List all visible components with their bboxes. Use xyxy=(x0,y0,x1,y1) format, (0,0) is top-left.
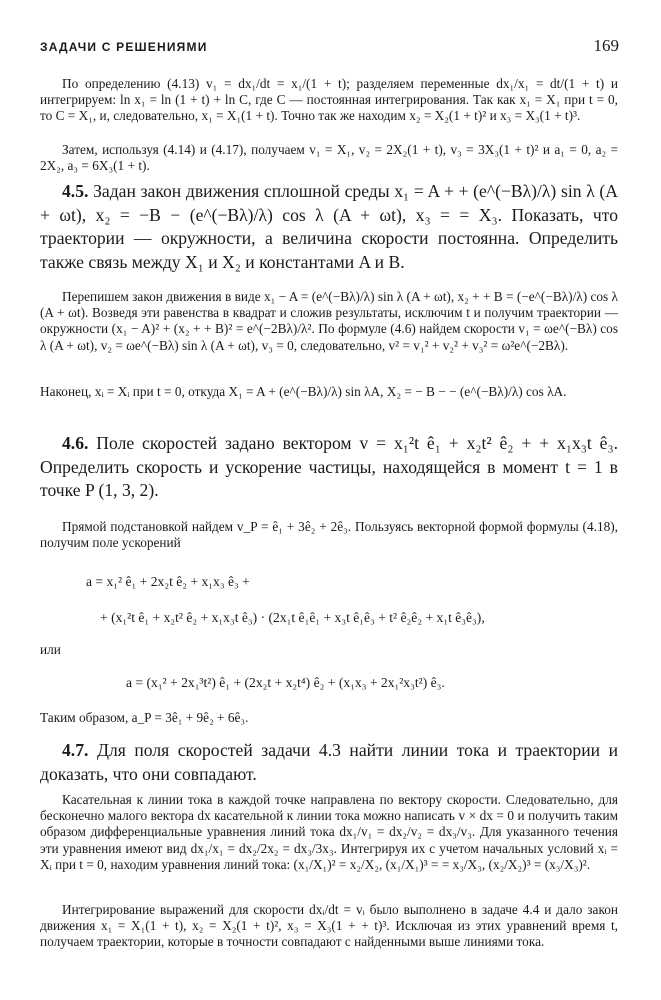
solution-4-5-paragraph-2: Наконец, xᵢ = Xᵢ при t = 0, откуда X₁ = A + (e^(−Bλ)/λ) sin λA, X₂ = − B − − (e^(−Bλ)/λ) cos λA. xyxy=(40,384,567,399)
solution-4-6-result: Таким образом, a_P = 3ê₁ + 9ê₂ + 6ê₃. xyxy=(40,710,249,725)
problem-number: 4.5. xyxy=(62,181,89,201)
running-header xyxy=(40,36,621,56)
problem-text: Поле скоростей задано вектором v = x₁²t ê₁ + x₂t² ê₂ + + x₁x₃t ê₃. Определить скорость и ускорение частицы, находящейся в момент t = 1 в точке P (1, 3, 2). xyxy=(40,433,619,500)
acceleration-formula-line-2: + (x₁²t ê₁ + x₂t² ê₂ + x₁x₃t ê₃) · (2x₁t ê₁ê₁ + x₃t ê₁ê₃ + t² ê₂ê₂ + x₁t ê₃ê₃), xyxy=(100,610,485,625)
problem-text: Для поля скоростей задачи 4.3 найти линии тока и траектории и доказать, что они совпадают. xyxy=(40,740,618,784)
problem-4-7-statement xyxy=(40,739,618,786)
solution-4-7-paragraph-2: Интегрирование выражений для скорости dxᵢ/dt = vᵢ было выполнено в задаче 4.4 и дало закон движения x₁ = X₁(1 + t), x₂ = X₂(1 + t)², x₃ = X₃(1 + + t)³. Исключая из этих уравнений время t, получаем траектории, которые в точности совпадают с найденными выше линиями тока. xyxy=(40,902,618,950)
problem-number: 4.6. xyxy=(62,433,89,453)
acceleration-formula-result: a = (x₁² + 2x₁³t²) ê₁ + (2x₂t + x₂t⁴) ê₂ + (x₁x₃ + 2x₁²x₃t²) ê₃. xyxy=(126,675,445,690)
solution-4-4-paragraph-1: По определению (4.13) v₁ = dx₁/dt = x₁/(1 + t); разделяем переменные dx₁/x₁ = dt/(1 + t) и интегрируем: ln x₁ = ln (1 + t) + ln C, где C — постоянная интегрирования. Так как x₁ = X₁ при t = 0, то C = X₁, и, следовательно, x₁ = X₁(1 + t). Точно так же находим x₂ = X₂(1 + t)² и x₃ = X₃(1 + t)³. xyxy=(40,76,618,124)
problem-4-6-statement xyxy=(40,432,618,503)
acceleration-formula-line-1: a = x₁² ê₁ + 2x₂t ê₂ + x₁x₃ ê₃ + xyxy=(86,574,250,589)
solution-4-6-paragraph-1: Прямой подстановкой найдем v_P = ê₁ + 3ê₂ + 2ê₃. Пользуясь векторной формой формулы (4.18), получим поле ускорений xyxy=(40,519,618,551)
solution-4-7-paragraph-1: Касательная к линии тока в каждой точке направлена по вектору скорости. Следовательно, для бесконечно малого вектора dx касательной к линии тока можно написать v × dx = 0 и получить таким образом дифференциальные уравнения линий тока dx₁/v₁ = dx₂/v₂ = dx₃/v₃. Для указанного течения эти уравнения имеют вид dx₁/x₁ = dx₂/2x₂ = dx₃/3x₃. Интегрируя их с учетом начальных условий xᵢ = Xᵢ при t = 0, находим уравнения линий тока: (x₁/X₁)² = x₂/X₂, (x₁/X₁)³ = = x₃/X₃, (x₂/X₂)³ = (x₃/X₃)². xyxy=(40,792,618,872)
problem-4-5-statement xyxy=(40,180,618,274)
connector-word: или xyxy=(40,642,61,657)
solution-4-4-paragraph-2: Затем, используя (4.14) и (4.17), получаем v₁ = X₁, v₂ = 2X₂(1 + t), v₃ = 3X₃(1 + t)² и a₁ = 0, a₂ = 2X₂, a₃ = 6X₃(1 + t). xyxy=(40,142,618,174)
problem-number: 4.7. xyxy=(62,740,89,760)
solution-4-5-paragraph-1: Перепишем закон движения в виде x₁ − A = (e^(−Bλ)/λ) sin λ (A + ωt), x₂ + + B = (−e^(−Bλ)/λ) cos λ (A + ωt). Возведя эти равенства в квадрат и сложив результаты, исключим t и получим траектории — окружности (x₁ − A)² + (x₂ + + B)² = e^(−2Bλ)/λ². По формуле (4.6) найдем скорости v₁ = ωe^(−Bλ) cos λ (A + ωt), v₂ = ωe^(−Bλ) sin λ (A + ωt), v₃ = 0, следовательно, v² = v₁² + v₂² + v₃² = ω²e^(−2Bλ). xyxy=(40,289,618,353)
chapter-title: ЗАДАЧИ С РЕШЕНИЯМИ xyxy=(40,40,208,54)
page-number: 169 xyxy=(593,36,619,55)
problem-text: Задан закон движения сплошной среды x₁ = A + + (e^(−Bλ)/λ) sin λ (A + ωt), x₂ = −B − (e^(−Bλ)/λ) cos λ (A + ωt), x₃ = = X₃. Показать, что траектории — окружности, а величина скорости постоянна. Определить также связь между X₁ и X₂ и константами A и B. xyxy=(40,181,618,272)
